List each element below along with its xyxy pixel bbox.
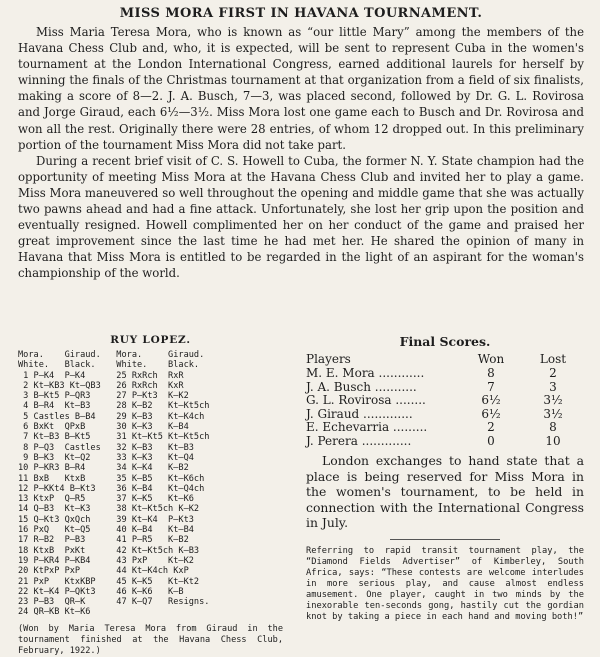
scores-header-row (306, 352, 584, 367)
game-caption: (Won by Maria Teresa Mora from Giraud in the tournament finished at the Havana Chess Club, February, 1922.) (18, 623, 283, 656)
player-won: 0 (487, 433, 495, 448)
table-row (306, 394, 584, 408)
rapid-transit-note: Referring to rapid transit tournament play, the “Diamond Fields Advertiser” of Kimberley, South Africa, says: “These contests are welcome interludes in more serious play, and cause almost endless amusement. One player, caught in two minds by the inexorable ten-seconds gong, hastily cut the gordian knot by taking a piece in each hand and moving both!” (306, 545, 584, 622)
won-header: Won (477, 352, 505, 366)
lost-header: Lost (539, 352, 567, 366)
player-won: 7 (487, 379, 495, 394)
scores-column (306, 334, 584, 623)
player-name: J. Perera ............. (306, 433, 412, 448)
player-name: J. Giraud ............. (306, 406, 413, 421)
final-scores-table (306, 352, 584, 448)
player-lost: 3½ (543, 406, 563, 421)
game-opening-title: RUY LOPEZ. (110, 334, 191, 346)
scores-body (306, 367, 584, 448)
table-row (306, 367, 584, 381)
table-row (306, 435, 584, 449)
player-lost: 8 (549, 420, 557, 434)
divider (390, 539, 500, 540)
players-header: Players (306, 352, 351, 366)
article-headline: MISS MORA FIRST IN HAVANA TOURNAMENT. (119, 6, 483, 21)
player-won: 6½ (481, 406, 501, 421)
player-won: 6½ (481, 393, 501, 407)
player-won: 2 (487, 420, 495, 434)
game-score-column (18, 334, 283, 657)
player-lost: 3 (549, 379, 557, 394)
london-note: London exchanges to hand state that a place is being reserved for Miss Mora in the women's tournament, to be held in connection with the International Congress in July. (306, 453, 584, 530)
player-lost: 2 (549, 366, 557, 380)
player-name: J. A. Busch ........... (306, 379, 417, 394)
article-paragraph-2: During a recent brief visit of C. S. Howell to Cuba, the former N. Y. State champion had the opportunity of meeting Miss Mora at the Havana Chess Club and invited her to play a game. Miss Mora maneuvered so well throughout the opening and middle game that she was actually two pawns ahead and had a fine attack. Unfortunately, she lost her grip upon the position and eventually resigned. Howell complimented her on her conduct of the game and praised her great improvement since the last time he had met her. He shared the opinion of many in Havana that Miss Mora is entitled to be regarded in the light of an aspirant for the woman's championship of the world. (18, 153, 584, 281)
player-won: 8 (487, 366, 495, 380)
table-row (306, 421, 584, 435)
player-name: E. Echevarria ......... (306, 420, 428, 434)
table-row (306, 408, 584, 422)
magazine-page (18, 6, 584, 656)
player-name: M. E. Mora ............ (306, 366, 425, 380)
player-lost: 3½ (543, 393, 563, 407)
game-moves-table: Mora. Giraud. Mora. Giraud. White. Black. White. Black. 1 P—K4 P—K4 25 RxRch RxR 2 Kt—KB3 Kt—QB3 26 RxRch KxR 3 B—Kt5 P—QR3 27 P—Kt3 K—K2 4 B—R4 Kt—B3 28 K—B2 Kt—Kt5ch 5 Castles B—B4 29 K—B3 Kt—K4ch 6 BxKt QPxB 30 K—K3 K—B4 7 Kt—B3 B—Kt5 31 Kt—Kt5 Kt—Kt5ch 8 P—Q3 Castles 32 K—B3 Kt—B3 9 B—K3 Kt—Q2 33 K—K3 Kt—Q4 10 P—KR3 B—R4 34 K—K4 K—B2 11 BxB KtxB 35 K—B5 Kt—K6ch 12 P—KKt4 B—Kt3 36 K—B4 Kt—Q4ch 13 KtxP Q—R5 37 K—K5 Kt—K6 14 Q—B3 Kt—K3 38 Kt—Kt5ch K—K2 15 Q—Kt3 QxQch 39 Kt—K4 P—Kt3 16 PxQ Kt—Q5 40 K—B4 Kt—B4 17 R—B2 P—B3 41 P—R5 K—B2 18 KtxB PxKt 42 Kt—Kt5ch K—B3 19 P—KR4 P—KB4 43 PxP Kt—K2 20 KtPxP PxP 44 Kt—K4ch KxP 21 PxP KtxKBP 45 K—K5 Kt—Kt2 22 Kt—K4 P—QKt3 46 K—K6 K—B 23 P—B3 QR—K 47 K—Q7 Resigns. 24 QR—KB Kt—K6 (18, 350, 210, 618)
article-paragraph-1: Miss Maria Teresa Mora, who is known as “our little Mary” among the members of the Havana Chess Club and, who, it is expected, will be sent to represent Cuba in the women's tournament at the London International Congress, earned additional laurels for herself by winning the finals of the Christmas tournament at that organization from a field of six finalists, making a score of 8—2. J. A. Busch, 7—3, was placed second, followed by Dr. G. L. Rovirosa and Jorge Giraud, each 6½—3½. Miss Mora lost one game each to Busch and Dr. Rovirosa and won all the rest. Originally there were 28 entries, of whom 12 dropped out. In this preliminary portion of the tournament Miss Mora did not take part. (18, 25, 584, 152)
player-name: G. L. Rovirosa ........ (306, 393, 426, 407)
table-row (306, 381, 584, 395)
final-scores-title: Final Scores. (399, 334, 491, 349)
player-lost: 10 (545, 433, 561, 448)
